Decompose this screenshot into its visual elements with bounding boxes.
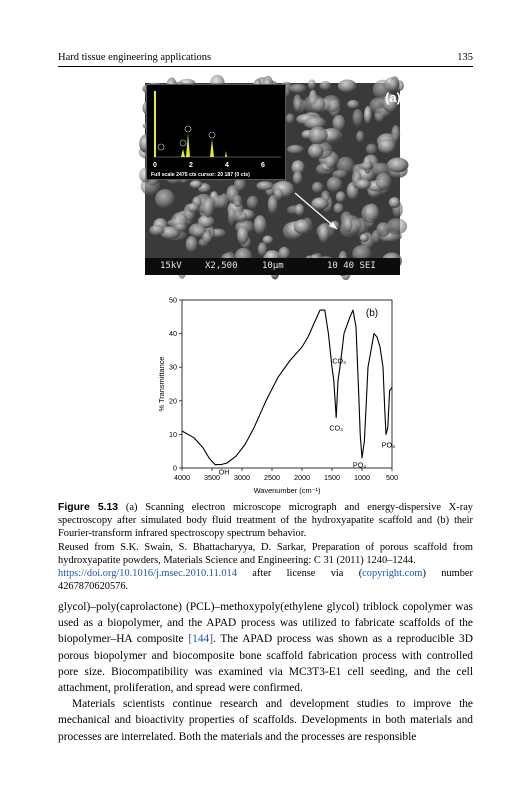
sem-grain bbox=[308, 144, 323, 159]
x-tick-label: 3000 bbox=[234, 473, 250, 482]
sem-grain bbox=[295, 204, 305, 216]
sem-grain bbox=[334, 203, 344, 214]
sem-grain bbox=[304, 95, 326, 113]
sem-grain bbox=[311, 197, 328, 209]
sem-grain bbox=[203, 198, 214, 218]
eds-tick: 4 bbox=[225, 162, 229, 169]
sem-info-bar bbox=[145, 258, 400, 275]
y-tick-label: 20 bbox=[169, 396, 177, 406]
sem-grain bbox=[389, 197, 400, 208]
sem-grain bbox=[332, 170, 347, 179]
x-tick-label: 2000 bbox=[294, 473, 310, 482]
sem-grain bbox=[361, 204, 379, 223]
eds-tick: 6 bbox=[261, 162, 265, 169]
sem-grain bbox=[233, 195, 242, 207]
caption-number: ) number 4267870620576. bbox=[58, 568, 473, 593]
y-axis-label: % Transmittance bbox=[157, 356, 166, 412]
sem-kv: 15kV bbox=[160, 261, 182, 271]
sem-grain bbox=[257, 181, 274, 190]
sem-grain bbox=[359, 162, 372, 170]
sem-grain bbox=[356, 179, 371, 189]
caption-text: (a) Scanning electron microscope micrograph and energy-dispersive X-ray spectroscopy after simulated body fluid treatment of the hydroxyapatite scaffold and (b) their Fourier-transform infrared spectroscopy spectrum behavior. bbox=[58, 502, 473, 540]
running-head bbox=[58, 52, 473, 66]
sem-grain bbox=[391, 125, 400, 142]
sem-grain bbox=[366, 144, 377, 155]
sem-grain bbox=[174, 223, 187, 231]
doi-link[interactable]: https://doi.org/10.1016/j.msec.2010.11.014 bbox=[58, 568, 237, 580]
y-tick-label: 40 bbox=[169, 329, 177, 339]
sem-grain bbox=[308, 79, 316, 89]
y-tick-label: 10 bbox=[169, 429, 177, 439]
sem-scale-bar: 10μm bbox=[262, 261, 284, 271]
sem-grain bbox=[344, 216, 353, 232]
eds-tick: 2 bbox=[189, 162, 193, 169]
sem-grain bbox=[309, 127, 328, 145]
eds-tick: 0 bbox=[153, 162, 157, 169]
sem-grain bbox=[293, 171, 303, 184]
sem-grain bbox=[188, 203, 200, 212]
body-text bbox=[58, 599, 473, 745]
y-tick-label: 30 bbox=[169, 362, 177, 372]
eds-spectrum-inset bbox=[146, 84, 286, 180]
sem-grain bbox=[327, 177, 342, 192]
peak-annotation: CO₃ bbox=[329, 423, 344, 433]
sem-grain bbox=[360, 234, 369, 242]
eds-footer: Full scale 2475 cts cursor: 20 187 (0 cts) bbox=[151, 172, 250, 178]
sem-grain bbox=[186, 236, 198, 252]
x-tick-label: 1000 bbox=[354, 473, 370, 482]
sem-grain bbox=[294, 219, 311, 234]
caption-license: after license via ( bbox=[236, 568, 363, 580]
sem-grain bbox=[319, 223, 330, 243]
figure-number: Figure 5.13 bbox=[58, 502, 119, 513]
copyright-link[interactable]: copyright.com bbox=[362, 568, 423, 580]
sem-grain bbox=[290, 84, 307, 94]
sem-grain bbox=[287, 145, 304, 154]
sem-grain bbox=[155, 189, 175, 208]
sem-grain bbox=[353, 109, 363, 126]
y-tick-label: 0 bbox=[173, 463, 177, 473]
sem-grain bbox=[347, 100, 359, 109]
sem-magnification: X2,500 bbox=[205, 261, 238, 271]
x-tick-label: 3500 bbox=[204, 473, 220, 482]
sem-grain bbox=[273, 188, 283, 201]
x-tick-label: 500 bbox=[386, 473, 398, 482]
sem-working-distance: 10 40 SEI bbox=[327, 261, 376, 271]
sem-grain bbox=[233, 211, 247, 223]
peak-annotation: PO₄ bbox=[352, 460, 367, 470]
ftir-chart bbox=[157, 290, 412, 500]
x-tick-label: 1500 bbox=[324, 473, 340, 482]
x-tick-label: 4000 bbox=[174, 473, 190, 482]
sem-grain bbox=[237, 226, 249, 245]
sem-grain bbox=[387, 158, 408, 173]
sem-grain bbox=[325, 156, 336, 168]
paragraph-2: Materials scientists continue research and development studies to improve the mechanical and bioactivity properties of scaffolds. Developments in both materials and processes are interrelated. Both the materials and the processes are responsible bbox=[58, 698, 473, 743]
x-tick-label: 2500 bbox=[264, 473, 280, 482]
header-rule bbox=[58, 66, 473, 67]
sem-grain bbox=[247, 196, 259, 209]
sem-grain bbox=[376, 173, 392, 190]
sem-grain bbox=[312, 182, 323, 193]
peak-annotation: PO₄ bbox=[381, 440, 396, 450]
sem-grain bbox=[286, 113, 295, 123]
paragraph-1-end: . The APAD process was shown as a reproducible 3D porous biopolymer and biocomposite bone scaffold fabrication process with controlled pore size. Biocompatibility was examined via MC3T3-E1 cell seeding, and the cell attachment, proliferation, and spread were confirmed. bbox=[58, 633, 473, 695]
panel-label-a: (a) bbox=[385, 90, 401, 105]
page-number: 135 bbox=[457, 52, 473, 63]
sem-grain bbox=[293, 94, 302, 112]
sem-grain bbox=[336, 191, 346, 202]
panel-label-b: (b) bbox=[365, 308, 379, 319]
figure-caption bbox=[58, 501, 473, 593]
y-tick-label: 50 bbox=[169, 295, 177, 305]
ftir-spectrum-line bbox=[182, 310, 392, 465]
sem-grain bbox=[320, 81, 331, 90]
sem-grain bbox=[190, 180, 202, 188]
paragraph-1-start: glycol)–poly(caprolactone) (PCL)–methoxypoly(ethylene glycol) triblock copolymer was used as a biopolymer, and the APAD process was utilized to fabricate scaffolds of the biopolymer–HA composite bbox=[58, 601, 473, 646]
sem-grain bbox=[378, 139, 396, 154]
x-axis-label: Wavenumber (cm⁻¹) bbox=[253, 486, 321, 495]
sem-grain bbox=[338, 80, 357, 93]
sem-grain bbox=[386, 218, 407, 234]
sem-grain bbox=[356, 131, 364, 143]
sem-grain bbox=[258, 242, 267, 256]
sem-grain bbox=[263, 235, 274, 244]
caption-reuse: Reused from S.K. Swain, S. Bhattacharyya, D. Sarkar, Preparation of porous scaffold from hydroxyapatite powders, Materials Science and Engineering: C 31 (2011) 1240–1244. bbox=[58, 541, 473, 566]
citation-link[interactable]: [144] bbox=[188, 633, 214, 646]
peak-annotation: CO₃ bbox=[332, 356, 347, 366]
sem-grain bbox=[202, 232, 212, 244]
running-head-title: Hard tissue engineering applications bbox=[58, 52, 212, 63]
sem-grain bbox=[254, 215, 267, 234]
sem-grain bbox=[149, 225, 164, 236]
peak-annotation: OH bbox=[218, 467, 230, 477]
